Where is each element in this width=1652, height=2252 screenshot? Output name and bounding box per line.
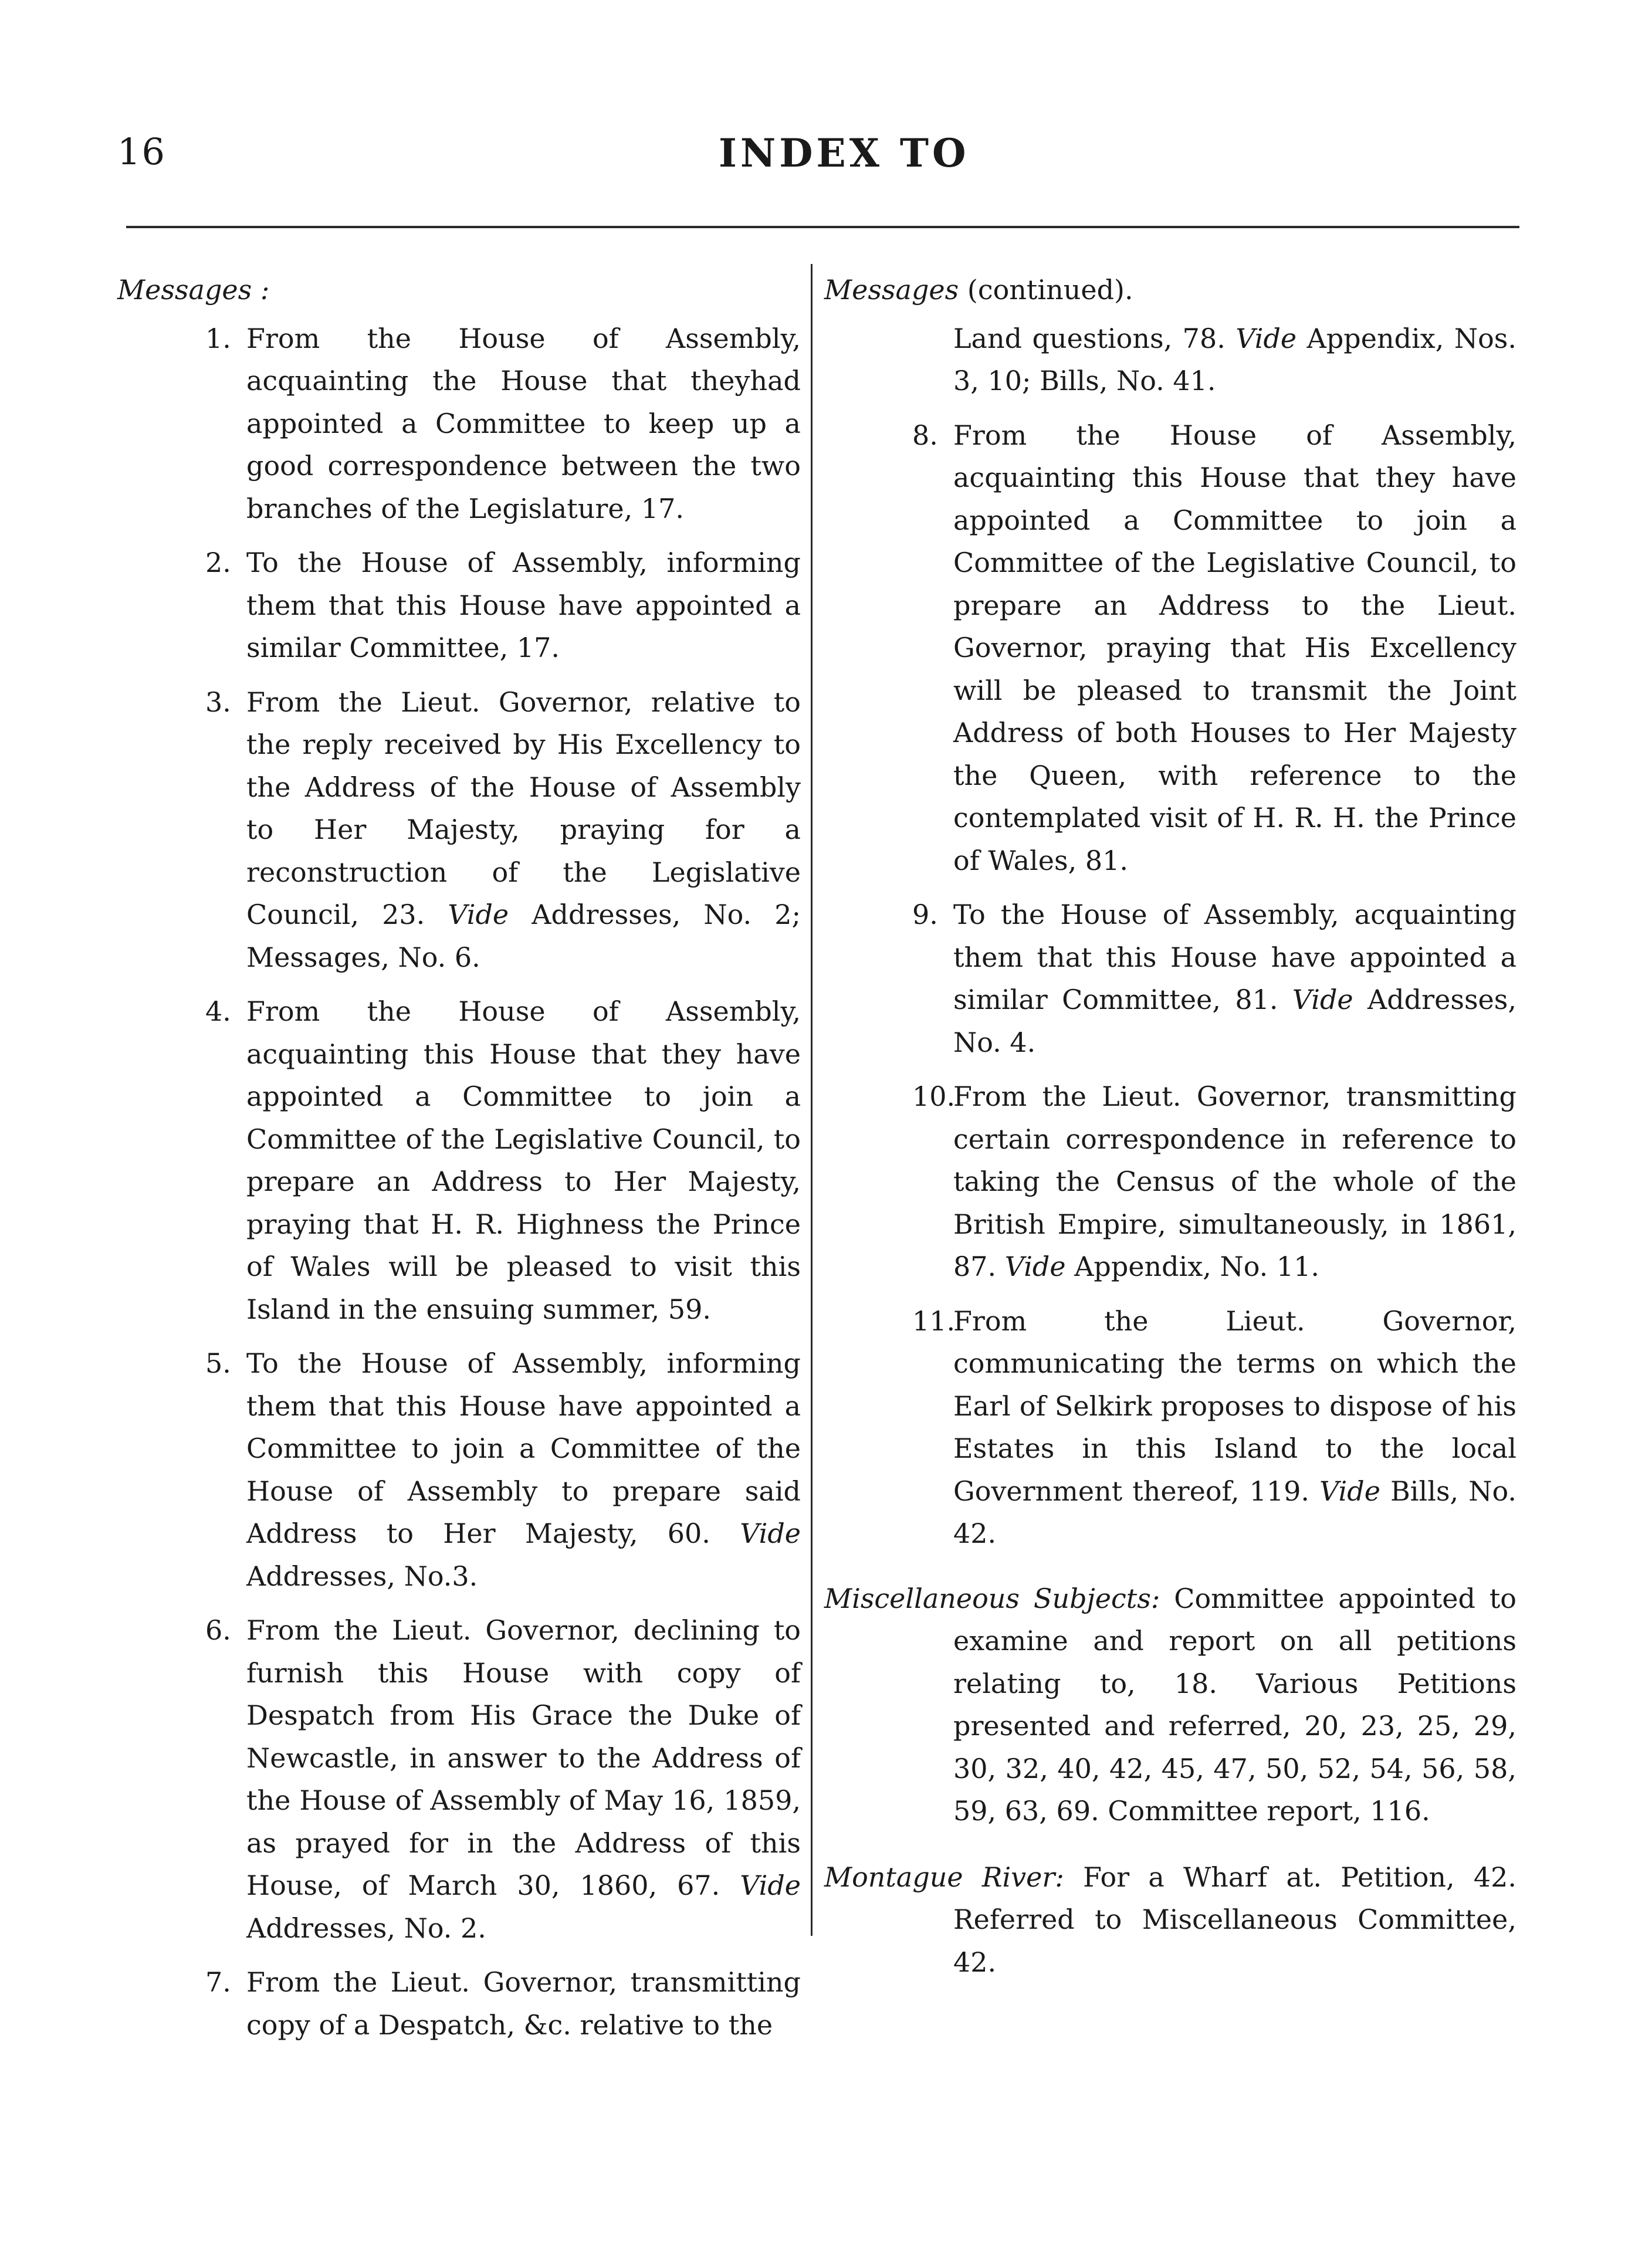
message-entry-6: [205, 1609, 801, 1949]
message-entry-10: [912, 1075, 1516, 1288]
subject-heading: Miscellaneous Subjects:: [824, 1582, 1160, 1614]
entry-text: From the House of Assembly, acquainting this House that they have appointed a Committee to join a Committee of the Legislative Council, to prepare an Address to the Lieut. Governor, praying that His Excellency will be pleased to transmit the Joint Address of both Houses to Her Majesty the Queen, with reference to the contemplated visit of H. R. H. the Prince of Wales, 81.: [953, 419, 1516, 876]
subject-text: Committee appointed to examine and report on all petitions relating to, 18. Various Petitions presented and referred, 20, 23, 25, 29, 30, 32, 40, 42, 45, 47, 50, 52, 54, 56, 58, 59, 63, 69. Committee report, 116.: [953, 1582, 1517, 1827]
message-entry-2: [205, 541, 801, 669]
cross-reference: Addresses, No. 2; Messages, No. 6.: [246, 899, 801, 973]
entry-number: 10.: [912, 1081, 956, 1112]
entry-text: From the Lieut. Governor, communicating the terms on which the Earl of Selkirk proposes to dispose of his Estates in this Island to the local Government thereof, 119.: [953, 1305, 1516, 1507]
entry-number: 7.: [205, 1966, 231, 1998]
vide-reference: Vide: [448, 899, 509, 930]
left-column: [117, 269, 801, 2058]
vide-reference: Vide: [1319, 1475, 1380, 1507]
cross-reference: Addresses, No. 4.: [953, 984, 1517, 1058]
section-heading-messages-continued: [824, 269, 1516, 311]
vide-reference: Vide: [740, 1870, 801, 1901]
vide-reference: Vide: [1292, 984, 1353, 1015]
entry-text: From the Lieut. Governor, relative to the reply received by His Excellency to the Address of the House of Assembly to Her Majesty, praying for a reconstruction of the Legislative Council, 23.: [246, 686, 801, 930]
entry-number: 3.: [205, 686, 231, 718]
entry-text: From the Lieut. Governor, declining to furnish this House with copy of Despatch from His Grace the Duke of Newcastle, in answer to the Address of the House of Assembly of May 16, 1859, as prayed for in the Address of this House, of March 30, 1860, 67.: [246, 1614, 801, 1901]
entry-text: Land questions, 78.: [953, 322, 1226, 354]
heading-label: Messages: [824, 274, 959, 306]
subject-montague-river: [824, 1856, 1516, 1984]
entry-text: From the House of Assembly, acquainting this House that they have appointed a Committee to join a Committee of the Legislative Council, to prepare an Address to Her Majesty, praying that H. R. Highness the Prince of Wales will be pleased to visit this Island in the ensuing summer, 59.: [246, 995, 801, 1325]
message-entry-8: [912, 414, 1516, 882]
entry-number: 6.: [205, 1614, 231, 1646]
entry-number: 2.: [205, 547, 231, 578]
vide-reference: Vide: [1235, 322, 1297, 354]
vide-reference: Vide: [740, 1518, 801, 1549]
message-entry-11: [912, 1300, 1516, 1555]
entry-text: From the Lieut. Governor, transmitting certain correspondence in reference to taking the Census of the whole of the British Empire, simultaneously, in 1861, 87.: [953, 1081, 1516, 1282]
entry-number: 4.: [205, 995, 231, 1027]
message-entry-1: [205, 317, 801, 530]
cross-reference: Appendix, Nos. 3, 10; Bills, No. 41.: [953, 322, 1516, 397]
subject-heading: Montague River:: [824, 1861, 1064, 1893]
message-entry-7: [205, 1961, 801, 2046]
running-head-title: INDEX TO: [719, 130, 970, 176]
header-rule: [126, 226, 1519, 228]
entry-text: To the House of Assembly, acquainting them that this House have appointed a similar Committee, 81.: [953, 899, 1516, 1015]
entry-number: 11.: [912, 1305, 956, 1337]
entry-number: 1.: [205, 322, 231, 354]
heading-suffix: (continued).: [967, 274, 1133, 306]
message-entry-7-continuation: [953, 317, 1516, 402]
entry-text: From the House of Assembly, acquainting the House that theyhad appointed a Committee to keep up a good correspondence between the two branches of the Legislature, 17.: [246, 322, 801, 524]
cross-reference: Addresses, No.3.: [246, 1560, 478, 1592]
vide-reference: Vide: [1004, 1251, 1066, 1282]
message-entry-4: [205, 990, 801, 1330]
message-entry-3: [205, 681, 801, 979]
entry-number: 5.: [205, 1347, 231, 1379]
subject-text: For a Wharf at. Petition, 42. Referred to Miscellaneous Committee, 42.: [953, 1861, 1516, 1978]
message-entry-5: [205, 1342, 801, 1597]
entry-number: 8.: [912, 419, 938, 451]
subject-miscellaneous: [824, 1577, 1516, 1833]
right-column: [824, 269, 1516, 2007]
section-heading-messages: Messages :: [117, 274, 270, 306]
entry-number: 9.: [912, 899, 938, 930]
message-entry-9: [912, 893, 1517, 1064]
column-divider: [811, 264, 813, 1936]
cross-reference: Bills, No. 42.: [953, 1475, 1516, 1549]
cross-reference: Addresses, No. 2.: [246, 1912, 486, 1944]
entry-text: To the House of Assembly, informing them that this House have appointed a similar Committee, 17.: [246, 547, 801, 663]
cross-reference: Appendix, No. 11.: [1074, 1251, 1320, 1282]
page-number: 16: [117, 130, 166, 173]
entry-text: From the Lieut. Governor, transmitting copy of a Despatch, &c. relative to the: [246, 1966, 801, 2041]
entry-text: To the House of Assembly, informing them that this House have appointed a Committee to join a Committee of the House of Assembly to prepare said Address to Her Majesty, 60.: [246, 1347, 801, 1549]
